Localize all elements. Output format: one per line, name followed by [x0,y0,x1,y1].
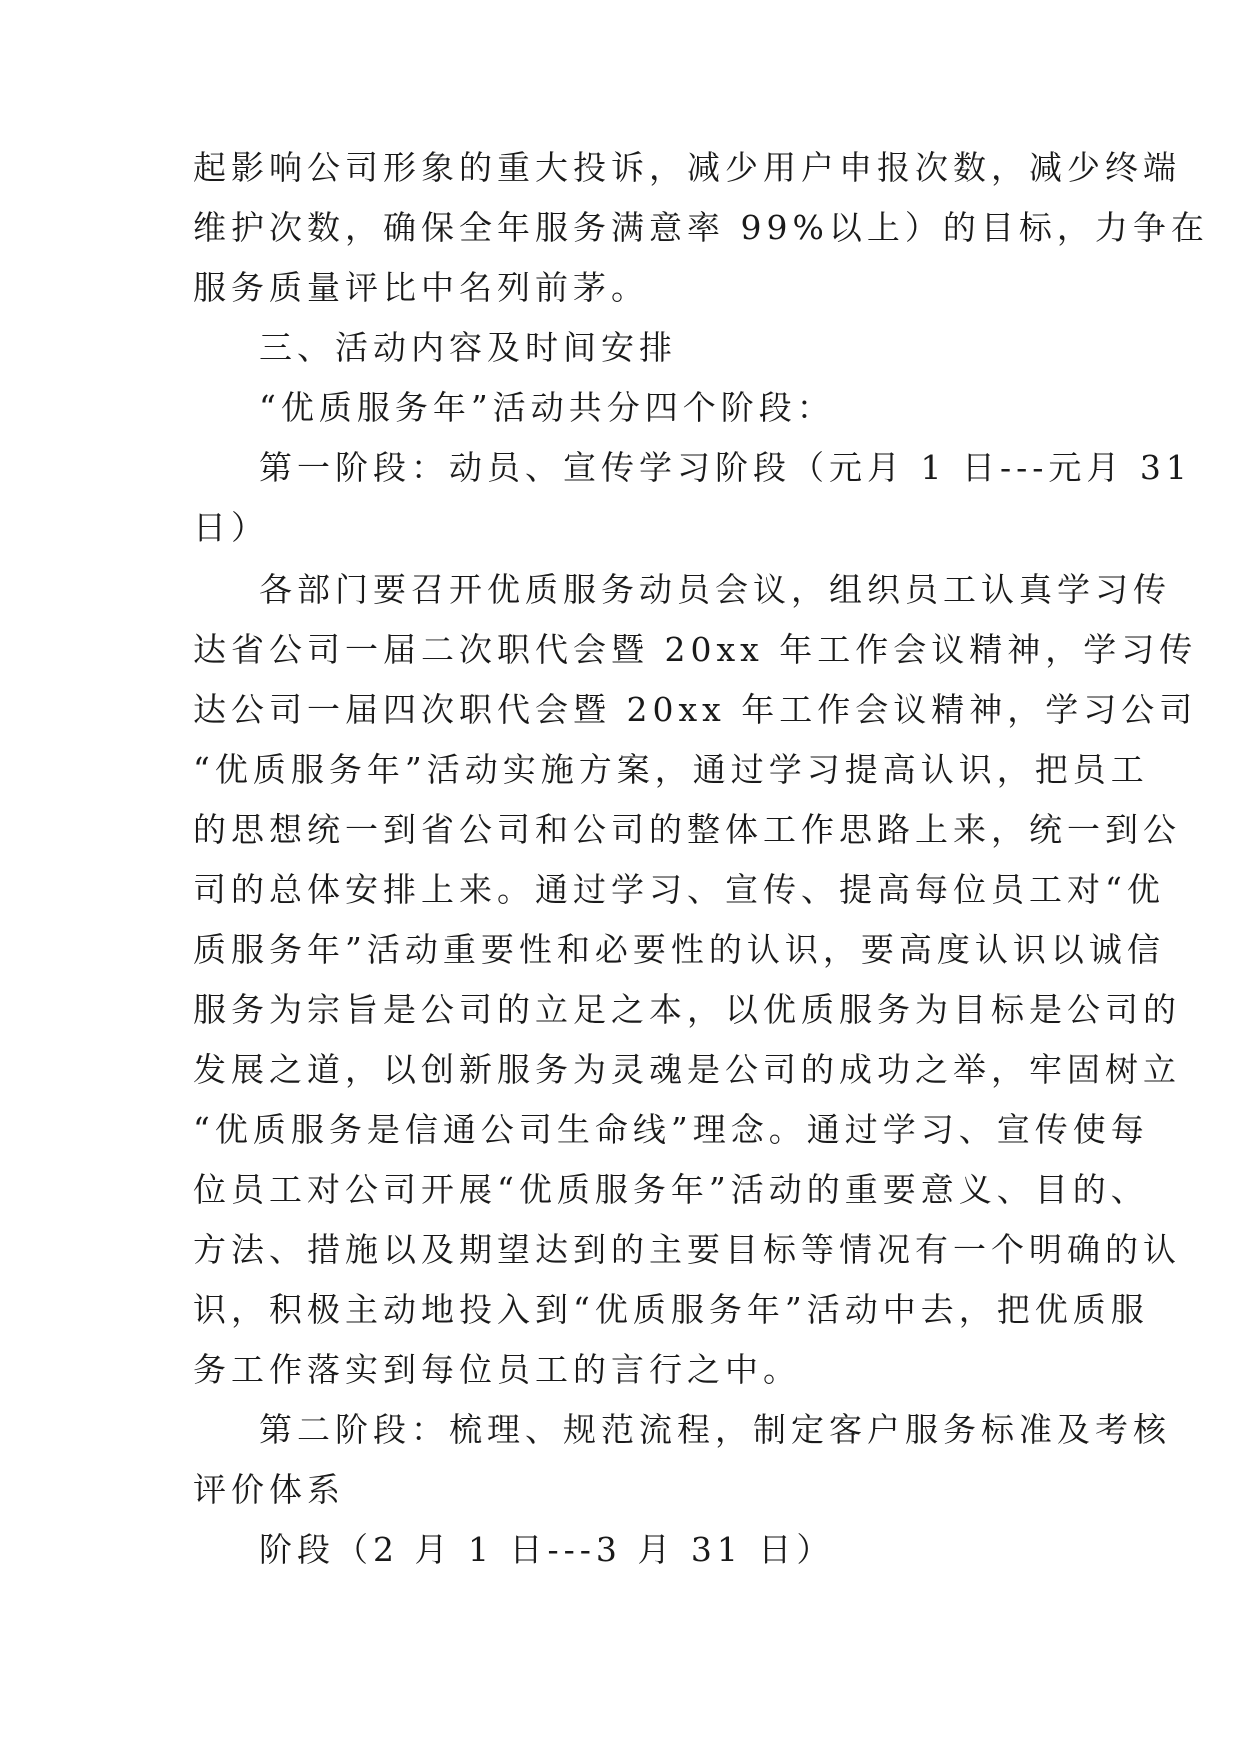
paragraph-line: 服务为宗旨是公司的立足之本，以优质服务为目标是公司的 [193,990,1181,1029]
paragraph-line: 达省公司一届二次职代会暨 20xx 年工作会议精神，学习传 [193,630,1198,669]
paragraph-line: 的思想统一到省公司和公司的整体工作思路上来，统一到公 [193,810,1181,849]
paragraph-line: 司的总体安排上来。通过学习、宣传、提高每位员工对“优 [193,870,1165,909]
section-heading: 三、活动内容及时间安排 [259,328,677,367]
paragraph-line: 质服务年”活动重要性和必要性的认识，要高度认识以诚信 [193,930,1165,969]
stage-date-range: 阶段（2 月 1 日---3 月 31 日） [259,1530,835,1569]
paragraph-line: 务工作落实到每位员工的言行之中。 [193,1350,801,1389]
paragraph-line: “优质服务年”活动实施方案，通过学习提高认识，把员工 [193,750,1149,789]
paragraph-line: 发展之道，以创新服务为灵魂是公司的成功之举，牢固树立 [193,1050,1181,1089]
paragraph-line: 识，积极主动地投入到“优质服务年”活动中去，把优质服 [193,1290,1149,1329]
paragraph-line: 方法、措施以及期望达到的主要目标等情况有一个明确的认 [193,1230,1181,1269]
paragraph-line: 服务质量评比中名列前茅。 [193,268,649,307]
stage-heading: 第二阶段：梳理、规范流程，制定客户服务标准及考核 [259,1410,1171,1449]
paragraph-line: 维护次数，确保全年服务满意率 99%以上）的目标，力争在 [193,208,1209,247]
paragraph-line: 达公司一届四次职代会暨 20xx 年工作会议精神，学习公司 [193,690,1198,729]
paragraph-line: 各部门要召开优质服务动员会议，组织员工认真学习传 [259,570,1171,609]
paragraph-line: 位员工对公司开展“优质服务年”活动的重要意义、目的、 [193,1170,1149,1209]
stage-heading-continuation: 日） [193,508,269,547]
paragraph-line: “优质服务是信通公司生命线”理念。通过学习、宣传使每 [193,1110,1149,1149]
paragraph-line: 起影响公司形象的重大投诉，减少用户申报次数，减少终端 [193,148,1181,187]
stage-heading-continuation: 评价体系 [193,1470,345,1509]
paragraph-line: “优质服务年”活动共分四个阶段： [259,388,835,427]
stage-heading: 第一阶段：动员、宣传学习阶段（元月 1 日---元月 31 [259,448,1192,487]
